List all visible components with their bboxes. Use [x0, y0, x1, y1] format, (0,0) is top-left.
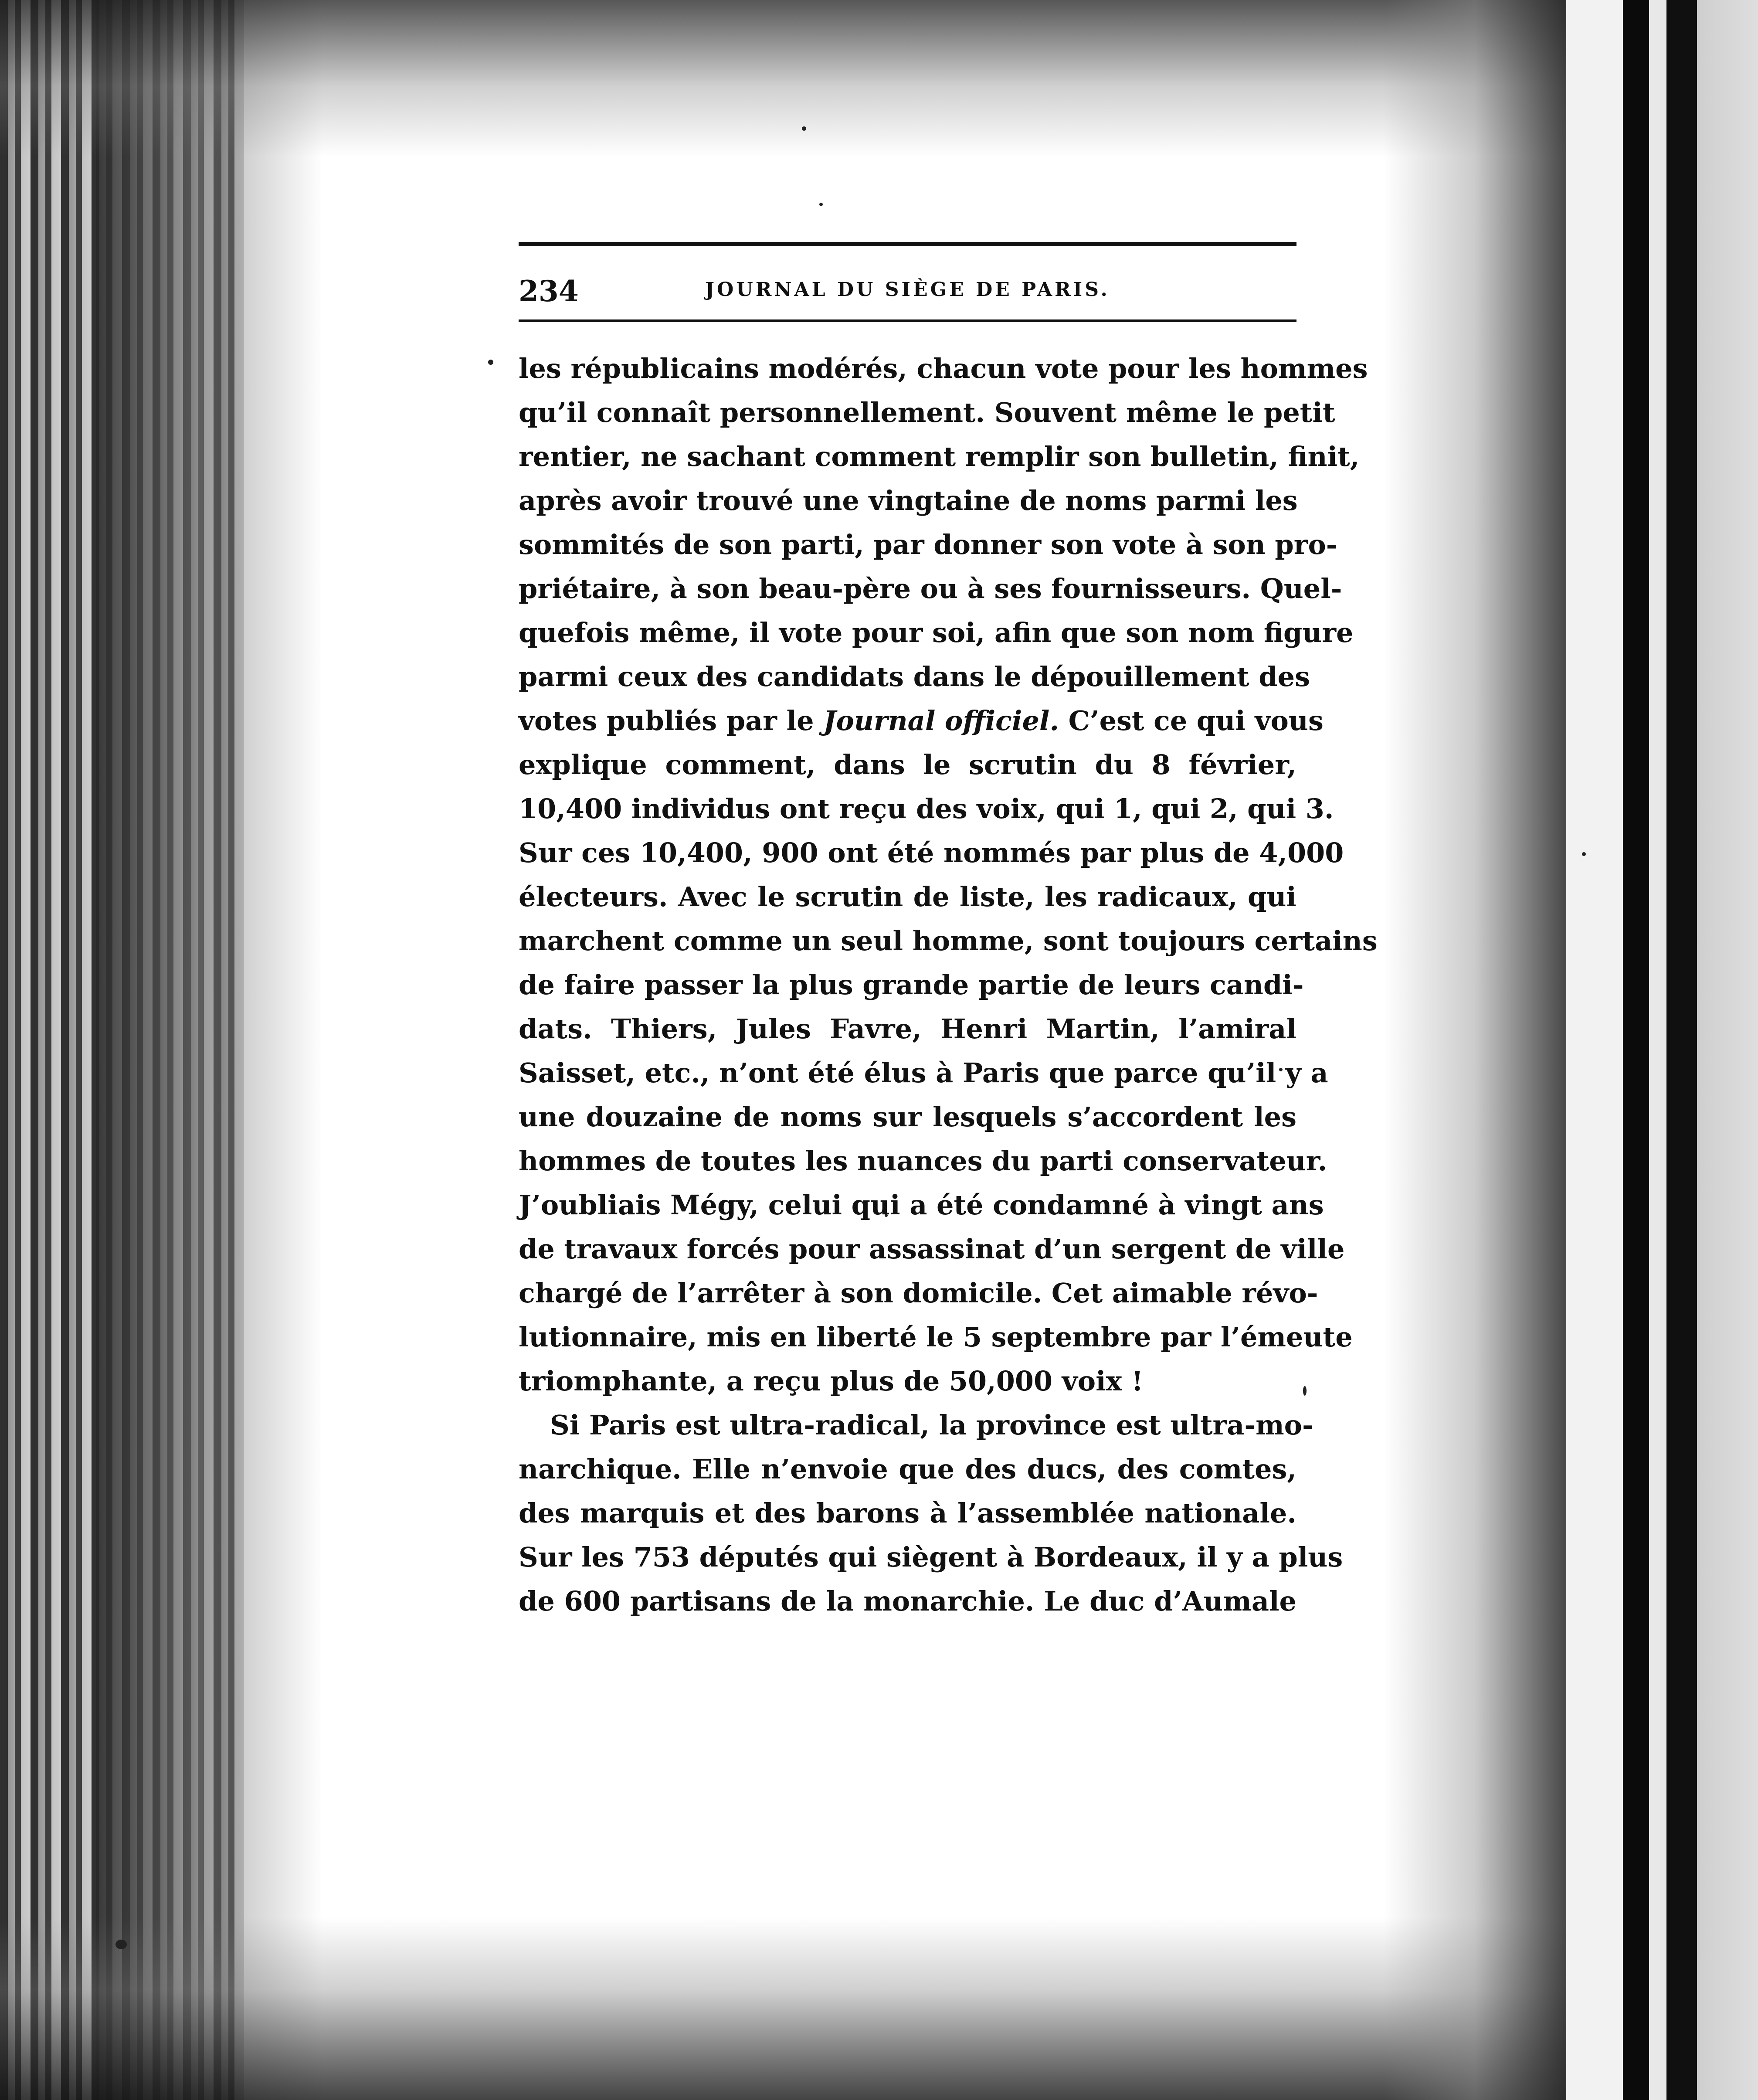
text-line: lutionnaire, mis en liberté le 5 septembre par l’émeute [519, 1321, 1353, 1353]
text-line: des marquis et des barons à l’assemblée nationale. [519, 1497, 1296, 1529]
speck [1582, 852, 1586, 856]
text-segment: votes publiés par le [519, 705, 824, 737]
text-line [519, 699, 1324, 743]
text-line: Saisset, etc., n’ont été élus à Paris que parce qu’il y a [519, 1057, 1328, 1089]
text-line: marchent comme un seul homme, sont toujours certains [519, 925, 1378, 957]
speck [819, 203, 823, 206]
speck [488, 360, 493, 365]
text-line: J’oubliais Mégy, celui qui a été condamné à vingt ans [519, 1189, 1324, 1221]
running-head [519, 264, 1296, 316]
scan-border-right [1566, 0, 1758, 2100]
text-line: les républicains modérés, chacun vote pour les hommes [519, 353, 1368, 384]
text-line: quefois même, il vote pour soi, afin que son nom figure [519, 617, 1354, 649]
text-line: de travaux forcés pour assassinat d’un sergent de ville [519, 1233, 1345, 1265]
text-line: dats. Thiers, Jules Favre, Henri Martin, l’amiral [519, 1013, 1296, 1045]
journal-officiel-italic: Journal officiel. [823, 705, 1059, 737]
running-title: JOURNAL DU SIÈGE DE PARIS. [705, 279, 1110, 301]
text-line: sommités de son parti, par donner son vote à son pro- [519, 529, 1337, 561]
text-line: 10,400 individus ont reçu des voix, qui 1, qui 2, qui 3. [519, 793, 1334, 825]
text-line: Sur les 753 députés qui siègent à Bordeaux, il y a plus [519, 1541, 1343, 1573]
speck [1303, 1386, 1307, 1396]
text-line: narchique. Elle n’envoie que des ducs, des comtes, [519, 1453, 1296, 1485]
text-line: chargé de l’arrêter à son domicile. Cet aimable révo- [519, 1277, 1318, 1309]
body-text [519, 347, 1378, 1623]
scan-shadow-right [1383, 0, 1566, 2100]
text-line: explique comment, dans le scrutin du 8 février, [519, 749, 1296, 781]
text-line: triomphante, a reçu plus de 50,000 voix ! [519, 1365, 1144, 1397]
text-line: parmi ceux des candidats dans le dépouillement des [519, 661, 1310, 693]
text-line: priétaire, à son beau-père ou à ses fournisseurs. Quel- [519, 573, 1342, 605]
text-line: Si Paris est ultra-radical, la province est ultra-mo- [550, 1409, 1313, 1441]
text-line: de faire passer la plus grande partie de leurs candi- [519, 969, 1304, 1001]
text-line: rentier, ne sachant comment remplir son bulletin, finit, [519, 441, 1360, 472]
header-rule-top [519, 242, 1296, 246]
header-rule-bottom [519, 319, 1296, 322]
text-line: de 600 partisans de la monarchie. Le duc d’Aumale [519, 1585, 1296, 1617]
text-line: après avoir trouvé une vingtaine de noms parmi les [519, 485, 1298, 517]
text-line: électeurs. Avec le scrutin de liste, les radicaux, qui [519, 881, 1296, 913]
text-segment: C’est ce qui vous [1059, 705, 1324, 737]
speck [115, 1940, 127, 1949]
speck [802, 126, 806, 131]
page-number: 234 [519, 274, 579, 308]
text-line: qu’il connaît personnellement. Souvent même le petit [519, 397, 1335, 428]
scan-shadow-left [96, 0, 322, 2100]
text-line: Sur ces 10,400, 900 ont été nommés par plus de 4,000 [519, 837, 1344, 869]
text-line: hommes de toutes les nuances du parti conservateur. [519, 1145, 1327, 1177]
text-line: une douzaine de noms sur lesquels s’accordent les [519, 1101, 1296, 1133]
